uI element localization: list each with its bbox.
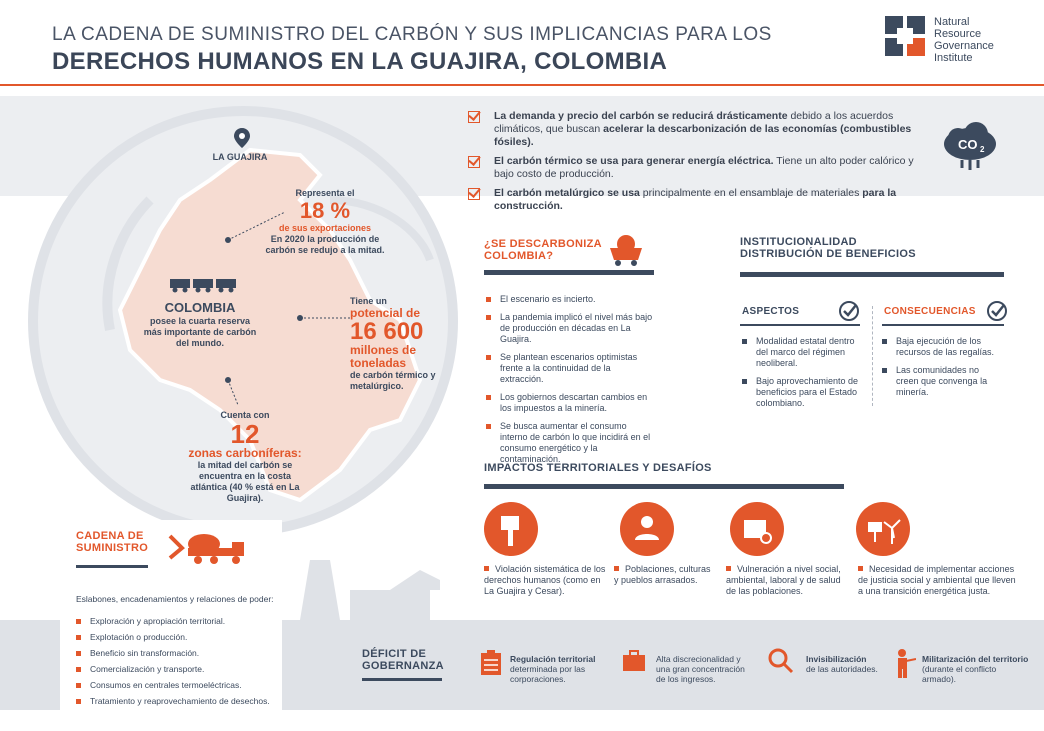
- deficit-item-3: Invisibilización de las autoridades.: [806, 654, 878, 674]
- coal-wagons-icon: [168, 277, 238, 293]
- svg-text:CO: CO: [958, 137, 978, 152]
- impactos-rule: [484, 484, 844, 489]
- consecuencias-rule: [882, 324, 1004, 326]
- impact-1-icon: [484, 502, 538, 556]
- truck-icon: [168, 530, 252, 566]
- descarboniza-rule: [484, 270, 654, 275]
- list-item: Se plantean escenarios optimistas frente a la continuidad de la extracción.: [486, 352, 656, 385]
- list-item: Beneficio sin transformación.: [76, 648, 286, 659]
- cadena-title: CADENA DE SUMINISTRO: [76, 530, 149, 554]
- checklist-icon: [480, 650, 502, 676]
- impact-4-icon: [856, 502, 910, 556]
- list-item: Las comunidades no creen que convenga la minería.: [882, 365, 1002, 398]
- impact-1-text: Violación sistemática de los derechos humanos (como en La Guajira y Cesar).: [484, 564, 606, 596]
- impact-3-text: Vulneración a nivel social, ambiental, laboral y de salud de las poblaciones.: [726, 564, 841, 596]
- mine-cart-icon: [606, 234, 646, 268]
- guajira-label: LA GUAJIRA: [212, 152, 268, 162]
- cadena-rule: [76, 565, 148, 568]
- descarboniza-list: [486, 294, 656, 472]
- stat-potential: Tiene un potencial de 16 600 millones de toneladas de carbón térmico y metalúrgico.: [350, 296, 436, 391]
- aspectos-rule: [740, 324, 860, 326]
- colombia-block: COLOMBIA posee la cuarta reserva más importante de carbón del mundo.: [143, 300, 257, 348]
- list-item: Bajo aprovechamiento de beneficios para el Estado colombiano.: [742, 376, 862, 409]
- deficit-item-2: Alta discrecionalidad y una gran concentración de los ingresos.: [656, 654, 745, 684]
- deficit-title: DÉFICIT DE GOBERNANZA: [362, 648, 444, 672]
- cadena-list: [76, 616, 286, 712]
- impact-4-text: Necesidad de implementar acciones de justicia social y ambiental que lleven a una transición energética justa.: [858, 564, 1016, 596]
- deficit-rule: [362, 678, 442, 681]
- consecuencias-label: CONSECUENCIAS: [884, 306, 976, 317]
- list-item: Comercialización y transporte.: [76, 664, 286, 675]
- institucionalidad-title: INSTITUCIONALIDAD DISTRIBUCIÓN DE BENEFICIOS: [740, 236, 916, 260]
- aspectos-label: ASPECTOS: [742, 306, 800, 317]
- stat-zones: Cuenta con 12 zonas carboníferas: la mitad del carbón se encuentra en la costa atlántica (40 % está en La Guajira).: [188, 410, 302, 503]
- check-circle-icon: [838, 300, 860, 322]
- aspectos-list: [742, 336, 862, 416]
- list-item: Baja ejecución de los recursos de las regalías.: [882, 336, 1002, 358]
- impact-2-icon: [620, 502, 674, 556]
- fact-row: El carbón metalúrgico se usa principalmente en el ensamblaje de materiales para la construcción.: [468, 187, 928, 213]
- impact-2-text: Poblaciones, culturas y pueblos arrasados.: [614, 564, 711, 585]
- title-line-1: LA CADENA DE SUMINISTRO DEL CARBÓN Y SUS IMPLICANCIAS PARA LOS: [52, 24, 772, 45]
- deficit-item-4: Militarización del territorio (durante el conflicto armado).: [922, 654, 1029, 684]
- list-item: Modalidad estatal dentro del marco del régimen neoliberal.: [742, 336, 862, 369]
- fact-row: El carbón térmico se usa para generar energía eléctrica. Tiene un alto poder calórico y bajo costo de producción.: [468, 155, 928, 181]
- list-item: Se busca aumentar el consumo interno de carbón lo que incidirá en el consumo energético y la contaminación.: [486, 421, 656, 465]
- impactos-title: IMPACTOS TERRITORIALES Y DESAFÍOS: [484, 462, 712, 474]
- descarboniza-title: ¿SE DESCARBONIZA COLOMBIA?: [484, 238, 602, 262]
- list-item: Exploración y apropiación territorial.: [76, 616, 286, 627]
- nrgi-logo-text: Natural Resource Governance Institute: [934, 16, 994, 64]
- location-pin-icon: [234, 128, 250, 148]
- list-item: El escenario es incierto.: [486, 294, 656, 305]
- list-item: La pandemia implicó el nivel más bajo de producción en décadas en La Guajira.: [486, 312, 656, 345]
- list-item: Tratamiento y reaprovechamiento de desechos.: [76, 696, 286, 707]
- title-line-2: DERECHOS HUMANOS EN LA GUAJIRA, COLOMBIA: [52, 48, 668, 75]
- magnifier-icon: [768, 648, 794, 674]
- svg-text:2: 2: [980, 145, 985, 154]
- fact-row: La demanda y precio del carbón se reducirá drásticamente debido a los acuerdos climáticos, que buscan acelerar la descarbonización de las economías (combustibles fósiles).: [468, 110, 928, 149]
- list-item: Explotación o producción.: [76, 632, 286, 643]
- cadena-intro: Eslabones, encadenamientos y relaciones de poder:: [76, 594, 274, 604]
- divider: [872, 306, 873, 406]
- mine-silhouette-icon: [290, 540, 450, 620]
- consecuencias-list: [882, 336, 1002, 405]
- institucionalidad-rule: [740, 272, 1004, 277]
- check-circle-icon: [986, 300, 1008, 322]
- list-item: Consumos en centrales termoeléctricas.: [76, 680, 286, 691]
- briefcase-icon: [622, 650, 646, 672]
- stat-exports: Representa el 18 % de sus exportaciones En 2020 la producción de carbón se redujo a la mitad.: [265, 188, 385, 255]
- soldier-icon: [892, 648, 916, 678]
- list-item: Los gobiernos descartan cambios en los impuestos a la minería.: [486, 392, 656, 414]
- impact-3-icon: [730, 502, 784, 556]
- deficit-item-1: Regulación territorial determinada por las corporaciones.: [510, 654, 596, 684]
